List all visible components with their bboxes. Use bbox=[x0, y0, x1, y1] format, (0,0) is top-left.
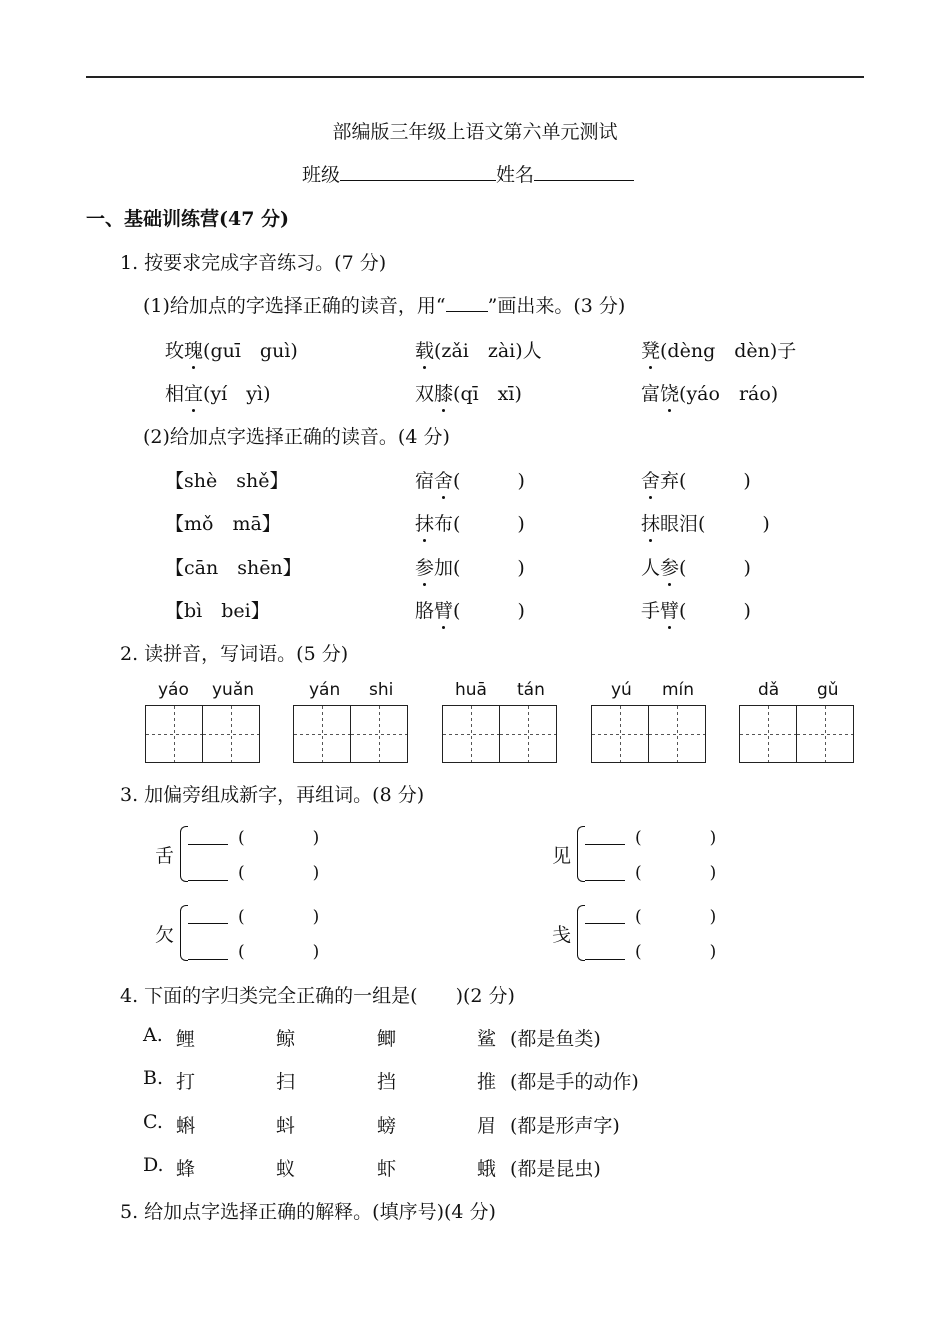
writing-grid bbox=[293, 705, 407, 763]
reading-options: 【mǒ mā】 bbox=[165, 513, 281, 535]
word-blank[interactable]: ( ) bbox=[635, 907, 717, 927]
brace bbox=[577, 826, 625, 882]
writing-box[interactable] bbox=[350, 705, 408, 763]
base-char: 见 bbox=[552, 845, 572, 867]
q2-title: 2. 读拼音，写词语。(5 分) bbox=[120, 643, 349, 665]
option-note: (都是鱼类) bbox=[510, 1028, 601, 1050]
dotted-char: 宜 bbox=[184, 379, 203, 406]
q1-sub1-text-end: ”画出来。(3 分) bbox=[487, 295, 626, 317]
name-label: 姓名 bbox=[496, 164, 535, 186]
writing-box[interactable] bbox=[739, 705, 797, 763]
pinyin-item[interactable]: 玫瑰(guī guì) bbox=[165, 336, 298, 363]
answer-item[interactable]: 参加( ) bbox=[415, 553, 525, 580]
option-note: (都是昆虫) bbox=[510, 1158, 601, 1180]
page-title: 部编版三年级上语文第六单元测试 bbox=[332, 121, 618, 143]
option-char: 鲨 bbox=[477, 1028, 497, 1050]
pinyin-item[interactable]: 凳(dèng dèn)子 bbox=[641, 336, 796, 363]
reading-options: 【bì bei】 bbox=[165, 600, 270, 622]
pinyin-label: yuǎn bbox=[212, 680, 255, 700]
answer-item[interactable]: 抹布( ) bbox=[415, 509, 525, 536]
pinyin-item[interactable]: 相宜(yí yì) bbox=[165, 379, 270, 406]
reading-options: 【shè shě】 bbox=[165, 470, 289, 492]
word-blank[interactable]: ( ) bbox=[635, 942, 717, 962]
pinyin-item[interactable]: 富饶(yáo ráo) bbox=[641, 379, 778, 406]
q1-sub2: (2)给加点字选择正确的读音。(4 分) bbox=[143, 426, 450, 448]
pinyin-item[interactable]: 载(zǎi zài)人 bbox=[415, 336, 542, 363]
pinyin-label: yáo bbox=[158, 680, 189, 700]
word-blank[interactable]: ( ) bbox=[635, 828, 717, 848]
dotted-char: 膝 bbox=[434, 379, 453, 406]
base-char: 戋 bbox=[552, 924, 572, 946]
blank-line bbox=[585, 880, 625, 881]
name-field[interactable] bbox=[534, 162, 634, 181]
answer-item[interactable]: 手臂( ) bbox=[641, 596, 751, 623]
option-char: 蚪 bbox=[276, 1115, 296, 1137]
option-char: 虾 bbox=[377, 1158, 397, 1180]
base-char: 舌 bbox=[155, 845, 175, 867]
pinyin-item[interactable]: 双膝(qī xī) bbox=[415, 379, 522, 406]
option-char: 眉 bbox=[477, 1115, 497, 1137]
pinyin-label: shi bbox=[369, 680, 394, 700]
writing-box[interactable] bbox=[145, 705, 203, 763]
class-label: 班级 bbox=[302, 164, 341, 186]
section-1-title: 一、基础训练营(47 分) bbox=[86, 208, 290, 230]
student-info bbox=[302, 160, 634, 187]
q1-title: 1. 按要求完成字音练习。(7 分) bbox=[120, 252, 387, 274]
option-char: 蝌 bbox=[176, 1115, 196, 1137]
pinyin-label: mín bbox=[662, 680, 695, 700]
option-char: 螃 bbox=[377, 1115, 397, 1137]
option-label[interactable]: B. bbox=[143, 1067, 164, 1089]
option-char: 挡 bbox=[377, 1071, 397, 1093]
q1-sub1-text: (1)给加点的字选择正确的读音，用“ bbox=[143, 295, 446, 317]
q3-title: 3. 加偏旁组成新字，再组词。(8 分) bbox=[120, 784, 425, 806]
underline-sample bbox=[446, 293, 488, 312]
word-blank[interactable]: ( ) bbox=[238, 828, 320, 848]
option-label[interactable]: A. bbox=[143, 1024, 163, 1046]
writing-grid bbox=[591, 705, 705, 763]
writing-grid bbox=[739, 705, 853, 763]
pinyin-label: tán bbox=[517, 680, 545, 700]
top-rule bbox=[86, 76, 864, 78]
option-char: 蜂 bbox=[176, 1158, 196, 1180]
dotted-char: 饶 bbox=[660, 379, 679, 406]
option-char: 鲫 bbox=[377, 1028, 397, 1050]
blank-line bbox=[585, 923, 625, 924]
word-blank[interactable]: ( ) bbox=[238, 942, 320, 962]
reading-options: 【cān shēn】 bbox=[165, 557, 302, 579]
option-note: (都是手的动作) bbox=[510, 1071, 639, 1093]
blank-line bbox=[585, 844, 625, 845]
q1-sub1 bbox=[143, 291, 625, 318]
blank-line bbox=[188, 959, 228, 960]
brace bbox=[180, 905, 228, 961]
q5-title: 5. 给加点字选择正确的解释。(填序号)(4 分) bbox=[120, 1201, 496, 1223]
writing-box[interactable] bbox=[442, 705, 500, 763]
dotted-char: 瑰 bbox=[184, 336, 203, 363]
dotted-char: 凳 bbox=[641, 336, 660, 363]
answer-item[interactable]: 舍弃( ) bbox=[641, 466, 751, 493]
writing-grid bbox=[442, 705, 556, 763]
blank-line bbox=[188, 880, 228, 881]
pinyin-label: yú bbox=[611, 680, 632, 700]
word-blank[interactable]: ( ) bbox=[238, 863, 320, 883]
pinyin-label: huā bbox=[455, 680, 487, 700]
option-char: 扫 bbox=[276, 1071, 296, 1093]
blank-line bbox=[188, 923, 228, 924]
answer-item[interactable]: 宿舍( ) bbox=[415, 466, 525, 493]
brace bbox=[180, 826, 228, 882]
writing-grid bbox=[145, 705, 259, 763]
base-char: 欠 bbox=[155, 924, 175, 946]
answer-item[interactable]: 胳臂( ) bbox=[415, 596, 525, 623]
blank-line bbox=[188, 844, 228, 845]
option-char: 鲸 bbox=[276, 1028, 296, 1050]
option-label[interactable]: D. bbox=[143, 1154, 164, 1176]
word-blank[interactable]: ( ) bbox=[238, 907, 320, 927]
writing-box[interactable] bbox=[591, 705, 649, 763]
writing-box[interactable] bbox=[202, 705, 260, 763]
brace bbox=[577, 905, 625, 961]
writing-box[interactable] bbox=[648, 705, 706, 763]
word-blank[interactable]: ( ) bbox=[635, 863, 717, 883]
option-char: 蚁 bbox=[276, 1158, 296, 1180]
option-char: 推 bbox=[477, 1071, 497, 1093]
writing-box[interactable] bbox=[796, 705, 854, 763]
option-char: 鲤 bbox=[176, 1028, 196, 1050]
pinyin-label: gǔ bbox=[817, 680, 839, 700]
option-char: 蛾 bbox=[477, 1158, 497, 1180]
answer-item[interactable]: 抹眼泪( ) bbox=[641, 509, 770, 536]
pinyin-label: yán bbox=[309, 680, 341, 700]
option-char: 打 bbox=[176, 1071, 196, 1093]
writing-box[interactable] bbox=[293, 705, 351, 763]
dotted-char: 载 bbox=[415, 336, 434, 363]
answer-item[interactable]: 人参( ) bbox=[641, 553, 751, 580]
blank-line bbox=[585, 959, 625, 960]
option-label[interactable]: C. bbox=[143, 1111, 163, 1133]
option-note: (都是形声字) bbox=[510, 1115, 620, 1137]
class-field[interactable] bbox=[340, 162, 496, 181]
pinyin-label: dǎ bbox=[758, 680, 780, 700]
writing-box[interactable] bbox=[499, 705, 557, 763]
q4-title: 4. 下面的字归类完全正确的一组是( )(2 分) bbox=[120, 985, 515, 1007]
